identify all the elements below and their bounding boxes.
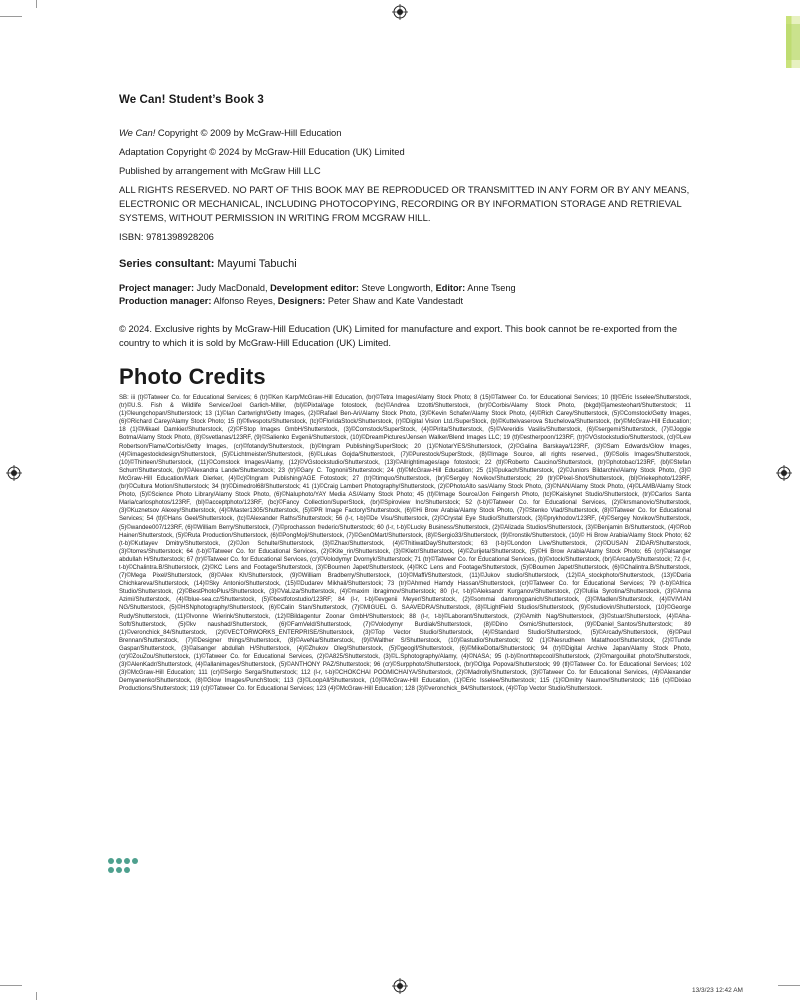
copyright-line: [119, 126, 691, 139]
credit-value: Peter Shaw and Kate Vandestadt: [325, 296, 464, 306]
rights-notice: ALL RIGHTS RESERVED. NO PART OF THIS BOOK MAY BE REPRODUCED OR TRANSMITTED IN ANY FORM OR BY ANY MEANS, ELECTRONIC OR MECHANICAL, INCLUDING PHOTOCOPYING, RECORDING OR BY INFORMATION STORAGE AND RETRIEVAL SYSTEMS, WITHOUT PERMISSION IN WRITING FROM MCGRAW HILL.: [119, 184, 690, 223]
registration-mark-icon: [392, 978, 408, 994]
series-consultant-name: Mayumi Tabuchi: [214, 258, 297, 270]
copyright-text: Copyright © 2009 by McGraw-Hill Education: [155, 127, 342, 138]
book-title: We Can! Student’s Book 3: [119, 94, 264, 106]
crop-mark: [0, 985, 22, 986]
registration-mark-icon: [776, 465, 792, 481]
crop-mark: [36, 0, 37, 8]
series-label: Series consultant:: [119, 258, 215, 270]
staff-credits: [119, 282, 691, 308]
book-name-italic: We Can!: [119, 127, 156, 138]
isbn: ISBN: 9781398928206: [119, 231, 214, 242]
credit-label: Development editor:: [270, 283, 359, 293]
credit-value: Anne Tseng: [465, 283, 516, 293]
print-timestamp: 13/3/23 12:42 AM: [692, 987, 743, 994]
publisher-arrangement: Published by arrangement with McGraw Hill LLC: [119, 165, 321, 176]
credit-label: Designers:: [277, 296, 326, 306]
copyright-page: [119, 94, 691, 693]
credit-value: Judy MacDonald,: [194, 283, 271, 293]
series-consultant: [119, 258, 691, 270]
crop-mark: [36, 992, 37, 1000]
registration-mark-icon: [6, 465, 22, 481]
color-bar: [786, 24, 800, 60]
crop-mark: [0, 16, 22, 17]
crop-mark: [778, 985, 800, 986]
export-notice: © 2024. Exclusive rights by McGraw-Hill Education (UK) Limited for manufacture and export. This book cannot be re-exported from the country to which it is sold by McGraw-Hill Education (UK) Limited.: [119, 323, 678, 348]
credit-label: Editor:: [435, 283, 466, 293]
credit-label: Production manager:: [119, 296, 212, 306]
registration-mark-icon: [392, 4, 408, 20]
photo-credits-text: SB: iii (t)©Tatweer Co. for Educational Services; 6 (tr)©Ken Karp/McGraw-Hill Education, (br)©Tetra Images/Alamy Stock Photo; 8 (15)©Tatweer Co. for Educational Services; 10 (tl)©Eric Isselee/Shutterstock, (tr)©U.S. Fish & Wildlife Service/Joel Garlich-Miller, (bl)©Pixtal/age fotostock, (bc)©Andrea Izzotti/Shutterstock, (br)©Corbis/Alamy Stock Photo, (bkgd)©jamesteohart/Shutterstock; 11 (1)©leungchopan/Shutterstock; 13 (1)©Ian Cartwright/Getty Images, (2)©Rafael Ben-Ari/Alamy Stock Photo, (3)©Kevin Schafer/Alamy Stock Photo, (4)©Rich Carey/Shutterstock, (5)©Comstock/Getty Images, (6)©Richard Carey/Alamy Stock Photo; 15 (t)©fivespots/Shutterstock, (tc)©FloridaStock/Shutterstock, (r)©Digital Vision Ltd./SuperStock, (b)©Kuttelvaserova Stuchelova/Shutterstock, (br)©McGraw-Hill Education; 18 (1)©Mikael Damkier/Shutterstock, (2)©FStop Images GmbH/Shutterstock, (3)©Comstock/SuperStock, (4)©Pirita/Shutterstock, (5)©Vereridis Vasilis/Shutterstock, (6)©sergemi/Shutterstock, (7)©Joggie Botma/Alamy Stock Photo, (8)©svetlanas/123RF, (9)©Salienko Evgenii/Shutterstock, (10)©DreamPictures/Jensen Walker/Blend Images LLC; 19 (tl)©estherpoon/123RF, (tr)©VGstockstudio/Shutterstock, (cl)©Lew Robertson/Flame/Corbis/Getty Images, (cr)©fotandy/Shutterstock, (b)©Ingram Publishing/SuperStock; 20 (1)©NotarYES/Shutterstock, (2)©Galina Barskaya/123RF, (3)©Sam Edwards/Glow Images, (4)©imagestockdesign/Shutterstock, (5)©Lichtmeister/Shutterstock, (6)©Lukas Gojda/Shutterstock, (7)©Purestock/SuperStock, (8)©Image Source, all rights reserved., (9)©Solis Images/Shutterstock, (10)©Thirteen/Shutterstock, (11)©Comstock Images/Alamy, (12)©VGstockstudio/Shutterstock, (13)©Allrightimages/age fotostock; 22 (tl)©Roberto Caucino/Shutterstock, (tr)©photobac/123RF, (bl)©Stefan Schurr/Shutterstock, (br)©Alexandra Lande/Shutterstock; 23 (tr)©Gary C. Tognoni/Shutterstock; 24 (tl)©McGraw-Hill Education; 25 (1)©pukach/Shutterstock, (2)©Juniors Bildarchiv/Alamy Stock Photo, (3)© McGraw-Hill Education/Mark Dierker, (4)©c)©Ingram Publishing/AGE Fotostock; 27 (tr)©timquo/Shutterstock, (br)©Sergey Novikov/Shutterstock; 29 (tr)©Pixel-Shot/Shutterstock, (bl)©riekephoto/123RF, (br)©Cultura Motion/Shutterstock; 34 (tr)©Dimedrol68/Shutterstock; 41 (1)©Craig Lambert Photography/Shutterstock, (2)©PhotoAlto sas/Alamy Stock Photo, (3)©NAN/Alamy Stock Photo, (4)©LAMB/Alamy Stock Photo, (5)©Science Photo Library/Alamy Stock Photo, (6)©Naluphoto/YAY Media AS/Alamy Stock Photo; 45 (tl)©Image Source/Jon Feingersh Photo, (tc)©Kaiskynet Studio/Shutterstock, (tr)©Carlos Santa Maria/carlosphotos/123RF, (bl)©acceptphoto/123RF, (bc)©Fancy Collection/SuperStock, (br)©Spiroview Inc/Shutterstock; 52 (t-b)©Tatweer Co. for Educational Services, (2)©krsmanovic/Shutterstock, (3)©Kuznetsov Alexey/Shutterstock, (4)©Master1305/Shutterstock, (5)©PR Image Factory/Shutterstock, (6)©Hi Brow Arabia/Alamy Stock Photo, (7)©Stenko Vlad/Shutterstock, (8)©Tatweer Co. for Educational Services; 54 (tl)©Hans Geel/Shutterstock, (tc)©Alexander Raths/Shutterstock; 56 (l-r, t-b)©De Visu/Shutterstock, (2)©Crystal Eye Studio/Shutterstock, (3)©prykhodov/123RF, (4)©Sergey Novikov/Shutterstock, (5)©wandee007/123RF, (6)©William Berry/Shutterstock, (7)©prochasson frederic/Shutterstock; 60 (l-r, t-b)©Lucky Business/Shutterstock, (2)©Alizada Studios/Shutterstock, (3)©Benjamin B/Shutterstock, (4)©Rob Hainer/Shutterstock, (5)©Ruta Production/Shutterstock, (6)©PongMoji/Shutterstock, (7)©GenOMart/Shutterstock, (8)©Sergio33/Shutterstock, (9)©ronstik/Shutterstock, (10)© Hi Brow Arabia/Alamy Stock Photo; 62 (t-b)©Kutlayev Dmitry/Shutterstock, (2)©Jon Schulte/Shutterstock, (3)©Zhax/Shutterstock, (4)©ThitiwatDay/Shutterstock; 63 (t-b)©London Live/Shutterstock, (2)©DUSAN ZIDAR/Shutterstock, (3)©torres/Shutterstock; 64 (t-b)©Tatweer Co. for Educational Services, (2)©Kite_rin/Shutterstock, (3)©Kletr/Shutterstock, (4)©Zurijeta/Shutterstock, (5)©Hi Brow Arabia/Alamy Stock Photo; 65 (cr)©alsanger abdullah H/Shutterstock; 67 (tr)©Tatweer Co. for Educational Services, (cr)©Volodymyr Dvornyk/Shutterstock; 71 (tr)©Tatweer Co. for Educational Services, (b)©xtock/Shutterstock, (br)©Arcady/Shutterstock; 72 (l-r, t-b)©Chalintra.B/Shutterstock, (2)©KC Lens and Footage/Shutterstock, (3)©Boumen Japet/Shutterstock, (4)©KC Lens and Footage/Shutterstock, (5)©Boumen Japet/Shutterstock, (6)©Chalintra.B/Shutterstock, (7)©Mega Pixel/Shutterstock, (8)©Alex Kh/Shutterstock, (9)©William Bradberry/Shutterstock, (10)©Maffi/Shutterstock, (11)©Jukov studio/Shutterstock, (12)©A_stockphoto/Shutterstock, (13)©Daria Chichkareva/Shutterstock, (14)©Sky Antonio/Shutterstock, (15)©Dudarev Mikhail/Shutterstock; 73 (tr)©Ahmed Hamdy Hassan/Shutterstock, (cr)©Tatweer Co. for Educational Services; 79 (t-b)©Africa Studio/Shutterstock, (2)©BestPhotoPlus/Shutterstock, (3)©VaLiza/Shutterstock, (4)©maxim ibragimov/Shutterstock; 80 (l-r, t-b)©Aleksandr Kurganov/Shutterstock, (2)©Iuliia Syrotina/Shutterstock, (3)©Anna Azimi/Shutterstock, (4)©blue-sea.cz/Shutterstock, (5)©bestfotostudio/123RF; 84 (l-r, t-b)©evgenii Meyer/Shutterstock, (2)©sommai damrongpanich/Shutterstock, (3)©Madlen/Shutterstock, (4)©VIVIAN NG/Shutterstock, (5)©HSNphotography/Shutterstock, (6)©Calin Stan/Shutterstock, (7)©MIGUEL G. SAAVEDRA/Shutterstock, (8)©LightField Studios/Shutterstock, (9)©studiovin/Shutterstock, (10)©George Rudy/Shutterstock, (11)©Ivonne Wierink/Shutterstock, (12)©Bildagentur Zoonar GmbH/Shutterstock; 88 (l-r, t-b)©Laborant/Shutterstock, (2)©Amith Nag/Shutterstock, (3)©stuar/Shutterstock, (4)©Aha-Soft/Shutterstock, (5)©kv naushad/Shutterstock, (6)©FamVeld/Shutterstock, (7)©Volodymyr Burdiak/Shutterstock, (8)©Dino Osmic/Shutterstock, (9)©Daniel_Santos/Shutterstock; 89 (1)©veronchick_84/Shutterstock, (2)©VECTORWORKS_ENTERPRISE/Shutterstock, (3)©Top Vector Studio/Shutterstock, (4)©Standard Studio/Shutterstock, (5)©Arcady/Shutterstock, (6)©Paul Brennan/Shutterstock, (7)©Designer things/Shutterstock, (8)©AveNa/Shutterstock, (9)©Walther S/Shutterstock, (10)©astudio/Shutterstock; 92 (1)©Nesrudheen Matathoor/Shutterstock, (2)©Tunde Gaspar/Shutterstock, (3)©alsanger abdullah H/Shutterstock, (4)©Zhukov Oleg/Shutterstock, (5)©geogif/Shutterstock, (6)©MikeDotta/Shutterstock; 94 (tr)©Digital Archive Japan/Alamy Stock Photo, (cr)©ZouZou/Shutterstock, (1)©Tatweer Co. for Educational Services, (2)©A825/Shutterstock, (3)©L.Sphotography/Alamy, (4)©NASA; 95 (t-b)©northtepcool/Shutterstock, (2)©margouillat photo/Shutterstock, (3)©AlenKadr/Shutterstock, (4)©allanimages/Shutterstock, (5)©ANTHONY PAZ/Shutterstock; 96 (cr)©Surpphoto/Shutterstock, (br)©Olga Popova/Shutterstock; 99 (tl)©Tatweer Co. for Educational Services; 102 (3)©McGraw-Hill Education; 111 (cr)©Sergio Serga/Shutterstock; 112 (l-r, t-b)©CHOKCHAI POOMICHAIYA/Shutterstock, (2)©Madrolly/Shutterstock, (3)©Tatweer Co. for Educational Services, (4)©Alexander Demyanenko/Shutterstock, (8)©Glow Images/PunchStock; 113 (3)©LoopAll/Shutterstock, (10)©McGraw-Hill Education, (1)©Eric Isselee/Shutterstock; 115 (1)©Dmitry Naumov/Shutterstock; 116 (c)©Dixiao Productions/Shutterstock; 119 (cl)©Tatweer Co. for Educational Services; 123 (4)©McGraw-Hill Education; 128 (3)©veronchick_84/Shutterstock, (4)©Top Vector Studio/Shutterstock.: [119, 395, 691, 693]
decorative-dots: [108, 858, 138, 876]
adaptation-copyright: Adaptation Copyright © 2024 by McGraw-Hill Education (UK) Limited: [119, 146, 405, 157]
credit-value: Alfonso Reyes,: [211, 296, 278, 306]
credit-value: Steve Longworth,: [358, 283, 436, 293]
photo-credits-heading: Photo Credits: [119, 364, 266, 389]
credit-label: Project manager:: [119, 283, 195, 293]
